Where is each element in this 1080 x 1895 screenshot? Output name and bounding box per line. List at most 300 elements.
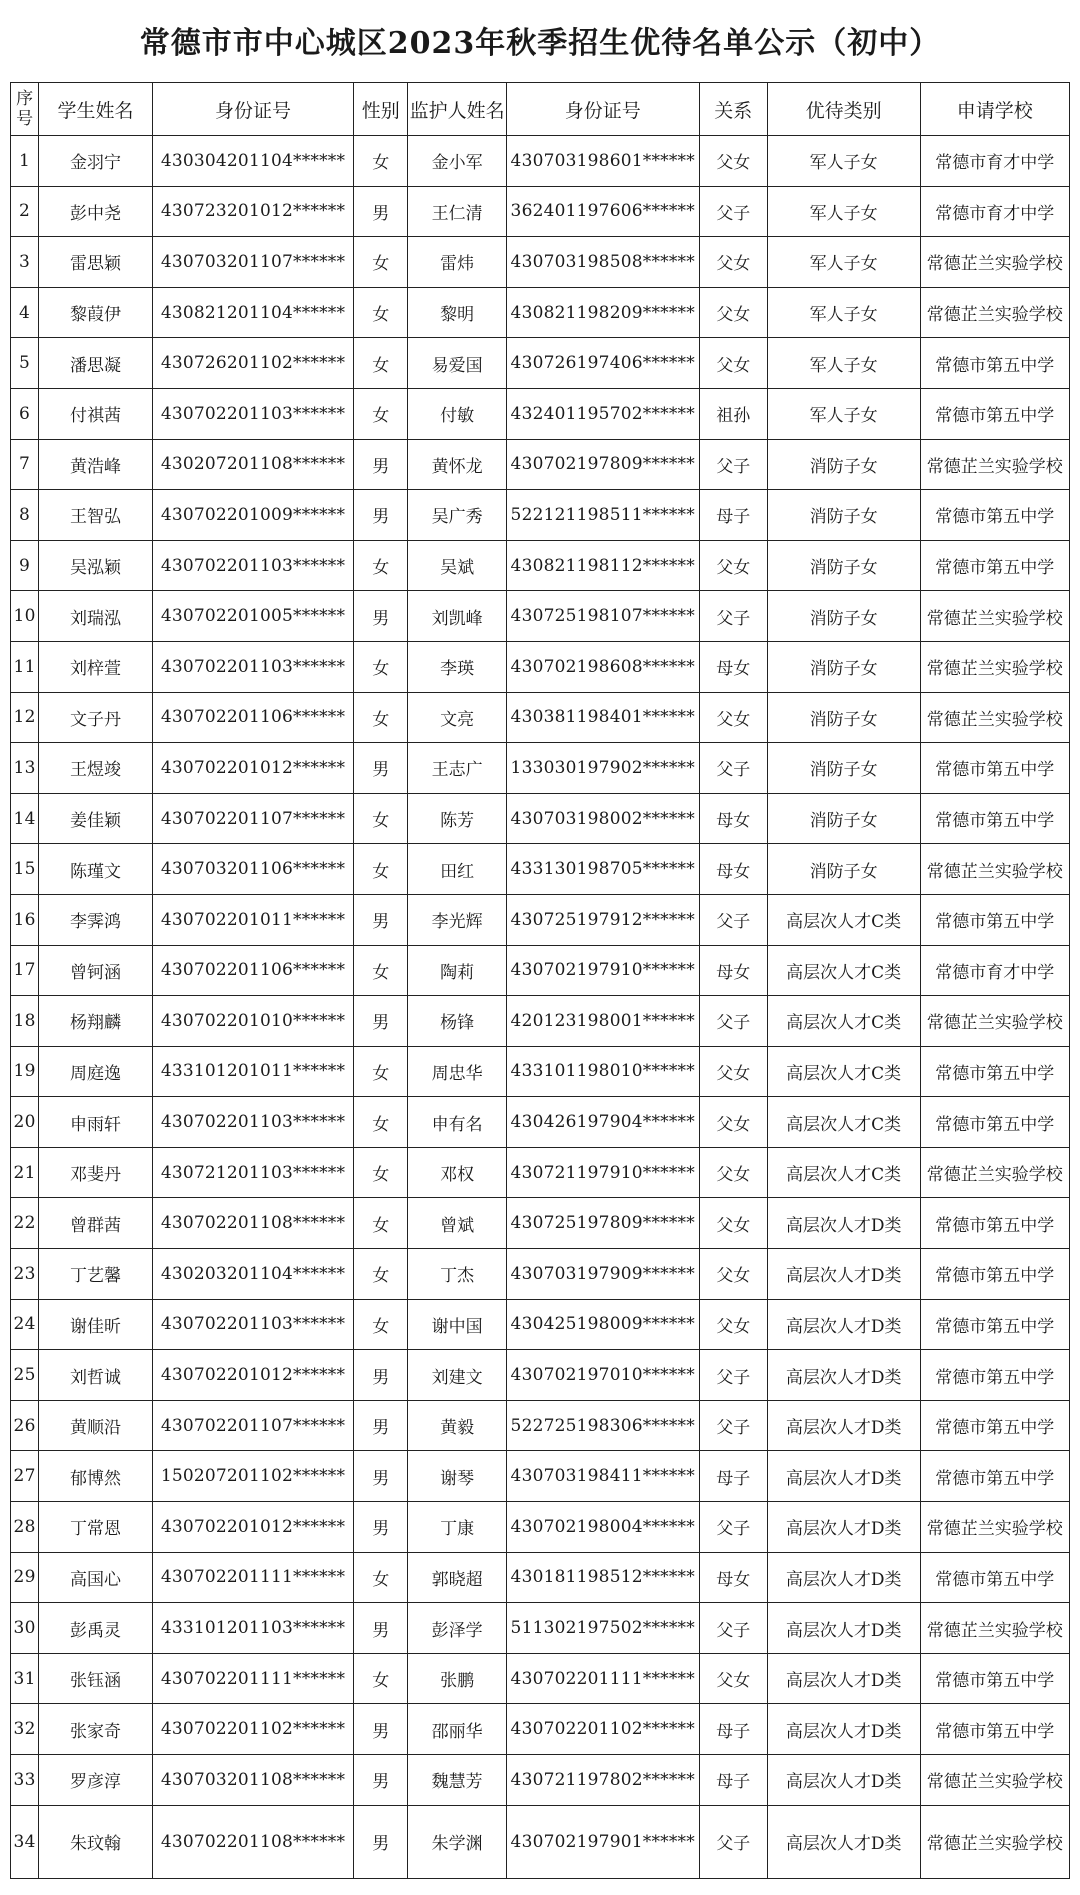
table-row bbox=[11, 338, 1070, 389]
relation-cell: 父女 bbox=[699, 1147, 767, 1198]
student-name-cell: 周庭逸 bbox=[39, 1046, 153, 1097]
student-name-cell: 刘梓萱 bbox=[39, 641, 153, 692]
category-cell: 军人子女 bbox=[767, 287, 920, 338]
seq-cell: 4 bbox=[11, 287, 39, 338]
school-cell: 常德芷兰实验学校 bbox=[920, 1805, 1070, 1878]
seq-cell: 13 bbox=[11, 743, 39, 794]
guardian-name-cell: 王仁清 bbox=[408, 186, 507, 237]
category-cell: 高层次人才D类 bbox=[767, 1299, 920, 1350]
table-row bbox=[11, 237, 1070, 288]
table-row bbox=[11, 136, 1070, 187]
category-cell: 高层次人才C类 bbox=[767, 1097, 920, 1148]
student-id-cell: 430207201108****** bbox=[152, 439, 353, 490]
category-cell: 军人子女 bbox=[767, 186, 920, 237]
student-name-cell: 曾群茜 bbox=[39, 1198, 153, 1249]
school-cell: 常德芷兰实验学校 bbox=[920, 844, 1070, 895]
relation-cell: 母女 bbox=[699, 945, 767, 996]
school-cell: 常德芷兰实验学校 bbox=[920, 641, 1070, 692]
guardian-id-cell: 430725197912****** bbox=[506, 894, 699, 945]
category-cell: 消防子女 bbox=[767, 591, 920, 642]
guardian-name-cell: 王志广 bbox=[408, 743, 507, 794]
seq-cell: 5 bbox=[11, 338, 39, 389]
gender-cell: 女 bbox=[354, 136, 408, 187]
guardian-name-cell: 邓权 bbox=[408, 1147, 507, 1198]
student-id-cell: 430702201103****** bbox=[152, 641, 353, 692]
student-name-cell: 郁博然 bbox=[39, 1451, 153, 1502]
guardian-name-cell: 陶莉 bbox=[408, 945, 507, 996]
guardian-name-cell: 文亮 bbox=[408, 692, 507, 743]
seq-cell: 12 bbox=[11, 692, 39, 743]
header-relation: 关系 bbox=[699, 83, 767, 136]
student-id-cell: 430702201107****** bbox=[152, 793, 353, 844]
relation-cell: 母女 bbox=[699, 844, 767, 895]
seq-cell: 9 bbox=[11, 540, 39, 591]
guardian-id-cell: 430703197909****** bbox=[506, 1249, 699, 1300]
relation-cell: 父女 bbox=[699, 1046, 767, 1097]
school-cell: 常德市第五中学 bbox=[920, 1097, 1070, 1148]
table-row bbox=[11, 591, 1070, 642]
gender-cell: 男 bbox=[354, 894, 408, 945]
guardian-id-cell: 430702198004****** bbox=[506, 1502, 699, 1553]
relation-cell: 父女 bbox=[699, 287, 767, 338]
guardian-id-cell: 430821198209****** bbox=[506, 287, 699, 338]
school-cell: 常德芷兰实验学校 bbox=[920, 287, 1070, 338]
table-body bbox=[11, 136, 1070, 1879]
school-cell: 常德市第五中学 bbox=[920, 388, 1070, 439]
student-id-cell: 430703201107****** bbox=[152, 237, 353, 288]
student-name-cell: 杨翔麟 bbox=[39, 996, 153, 1047]
category-cell: 高层次人才D类 bbox=[767, 1552, 920, 1603]
guardian-name-cell: 田红 bbox=[408, 844, 507, 895]
table-row bbox=[11, 186, 1070, 237]
relation-cell: 父子 bbox=[699, 894, 767, 945]
student-name-cell: 张钰涵 bbox=[39, 1653, 153, 1704]
guardian-id-cell: 430725197809****** bbox=[506, 1198, 699, 1249]
table-row bbox=[11, 1350, 1070, 1401]
gender-cell: 女 bbox=[354, 793, 408, 844]
guardian-name-cell: 谢中国 bbox=[408, 1299, 507, 1350]
relation-cell: 父女 bbox=[699, 237, 767, 288]
seq-cell: 16 bbox=[11, 894, 39, 945]
category-cell: 高层次人才C类 bbox=[767, 1046, 920, 1097]
student-name-cell: 丁艺馨 bbox=[39, 1249, 153, 1300]
guardian-id-cell: 430426197904****** bbox=[506, 1097, 699, 1148]
student-id-cell: 430702201111****** bbox=[152, 1552, 353, 1603]
gender-cell: 男 bbox=[354, 1755, 408, 1806]
student-id-cell: 433101201011****** bbox=[152, 1046, 353, 1097]
guardian-id-cell: 430702197910****** bbox=[506, 945, 699, 996]
category-cell: 消防子女 bbox=[767, 793, 920, 844]
guardian-id-cell: 430703198002****** bbox=[506, 793, 699, 844]
guardian-id-cell: 430181198512****** bbox=[506, 1552, 699, 1603]
student-name-cell: 谢佳昕 bbox=[39, 1299, 153, 1350]
guardian-id-cell: 430703198601****** bbox=[506, 136, 699, 187]
school-cell: 常德市第五中学 bbox=[920, 1198, 1070, 1249]
seq-cell: 2 bbox=[11, 186, 39, 237]
seq-cell: 31 bbox=[11, 1653, 39, 1704]
student-id-cell: 430702201111****** bbox=[152, 1653, 353, 1704]
seq-cell: 33 bbox=[11, 1755, 39, 1806]
student-name-cell: 申雨轩 bbox=[39, 1097, 153, 1148]
relation-cell: 父子 bbox=[699, 186, 767, 237]
guardian-id-cell: 511302197502****** bbox=[506, 1603, 699, 1654]
guardian-name-cell: 易爱国 bbox=[408, 338, 507, 389]
student-name-cell: 吴泓颖 bbox=[39, 540, 153, 591]
table-row bbox=[11, 1805, 1070, 1878]
school-cell: 常德市第五中学 bbox=[920, 490, 1070, 541]
gender-cell: 女 bbox=[354, 388, 408, 439]
school-cell: 常德市第五中学 bbox=[920, 1299, 1070, 1350]
relation-cell: 祖孙 bbox=[699, 388, 767, 439]
relation-cell: 父女 bbox=[699, 540, 767, 591]
guardian-id-cell: 430726197406****** bbox=[506, 338, 699, 389]
category-cell: 高层次人才D类 bbox=[767, 1451, 920, 1502]
student-name-cell: 王煜竣 bbox=[39, 743, 153, 794]
school-cell: 常德市育才中学 bbox=[920, 945, 1070, 996]
seq-cell: 14 bbox=[11, 793, 39, 844]
table-header-row bbox=[11, 83, 1070, 136]
table-row bbox=[11, 1249, 1070, 1300]
student-name-cell: 刘瑞泓 bbox=[39, 591, 153, 642]
student-id-cell: 430203201104****** bbox=[152, 1249, 353, 1300]
school-cell: 常德市第五中学 bbox=[920, 743, 1070, 794]
category-cell: 高层次人才D类 bbox=[767, 1755, 920, 1806]
school-cell: 常德芷兰实验学校 bbox=[920, 996, 1070, 1047]
seq-cell: 17 bbox=[11, 945, 39, 996]
table-row bbox=[11, 1299, 1070, 1350]
gender-cell: 男 bbox=[354, 186, 408, 237]
gender-cell: 女 bbox=[354, 641, 408, 692]
guardian-id-cell: 430725198107****** bbox=[506, 591, 699, 642]
student-id-cell: 430726201102****** bbox=[152, 338, 353, 389]
student-name-cell: 姜佳颖 bbox=[39, 793, 153, 844]
seq-cell: 24 bbox=[11, 1299, 39, 1350]
seq-cell: 8 bbox=[11, 490, 39, 541]
gender-cell: 男 bbox=[354, 1350, 408, 1401]
gender-cell: 男 bbox=[354, 1603, 408, 1654]
guardian-id-cell: 433130198705****** bbox=[506, 844, 699, 895]
table-row bbox=[11, 996, 1070, 1047]
student-id-cell: 430702201009****** bbox=[152, 490, 353, 541]
gender-cell: 女 bbox=[354, 945, 408, 996]
school-cell: 常德市第五中学 bbox=[920, 894, 1070, 945]
seq-cell: 19 bbox=[11, 1046, 39, 1097]
student-name-cell: 金羽宁 bbox=[39, 136, 153, 187]
student-name-cell: 付祺茜 bbox=[39, 388, 153, 439]
seq-cell: 18 bbox=[11, 996, 39, 1047]
relation-cell: 父女 bbox=[699, 692, 767, 743]
guardian-id-cell: 430702197809****** bbox=[506, 439, 699, 490]
gender-cell: 男 bbox=[354, 591, 408, 642]
guardian-name-cell: 刘凯峰 bbox=[408, 591, 507, 642]
table-row bbox=[11, 1147, 1070, 1198]
table-row bbox=[11, 1400, 1070, 1451]
table-row bbox=[11, 540, 1070, 591]
gender-cell: 女 bbox=[354, 287, 408, 338]
guardian-name-cell: 周忠华 bbox=[408, 1046, 507, 1097]
category-cell: 高层次人才D类 bbox=[767, 1198, 920, 1249]
admission-list-table bbox=[10, 82, 1070, 1879]
category-cell: 消防子女 bbox=[767, 844, 920, 895]
table-row bbox=[11, 1097, 1070, 1148]
student-name-cell: 朱玟翰 bbox=[39, 1805, 153, 1878]
category-cell: 高层次人才C类 bbox=[767, 894, 920, 945]
category-cell: 高层次人才D类 bbox=[767, 1603, 920, 1654]
student-name-cell: 陈瑾文 bbox=[39, 844, 153, 895]
category-cell: 高层次人才C类 bbox=[767, 1147, 920, 1198]
seq-cell: 23 bbox=[11, 1249, 39, 1300]
student-id-cell: 430723201012****** bbox=[152, 186, 353, 237]
student-id-cell: 430702201005****** bbox=[152, 591, 353, 642]
table-row bbox=[11, 1198, 1070, 1249]
guardian-name-cell: 李光辉 bbox=[408, 894, 507, 945]
student-id-cell: 430702201108****** bbox=[152, 1805, 353, 1878]
guardian-id-cell: 430821198112****** bbox=[506, 540, 699, 591]
guardian-name-cell: 金小军 bbox=[408, 136, 507, 187]
category-cell: 高层次人才D类 bbox=[767, 1400, 920, 1451]
guardian-id-cell: 430381198401****** bbox=[506, 692, 699, 743]
school-cell: 常德市第五中学 bbox=[920, 793, 1070, 844]
student-name-cell: 彭中尧 bbox=[39, 186, 153, 237]
school-cell: 常德市第五中学 bbox=[920, 540, 1070, 591]
school-cell: 常德市第五中学 bbox=[920, 1046, 1070, 1097]
seq-cell: 34 bbox=[11, 1805, 39, 1878]
student-name-cell: 潘思凝 bbox=[39, 338, 153, 389]
school-cell: 常德市第五中学 bbox=[920, 338, 1070, 389]
school-cell: 常德市第五中学 bbox=[920, 1653, 1070, 1704]
category-cell: 消防子女 bbox=[767, 641, 920, 692]
relation-cell: 母子 bbox=[699, 1451, 767, 1502]
student-name-cell: 曾钶涵 bbox=[39, 945, 153, 996]
gender-cell: 男 bbox=[354, 1704, 408, 1755]
gender-cell: 男 bbox=[354, 490, 408, 541]
guardian-id-cell: 432401195702****** bbox=[506, 388, 699, 439]
seq-cell: 21 bbox=[11, 1147, 39, 1198]
category-cell: 消防子女 bbox=[767, 540, 920, 591]
gender-cell: 男 bbox=[354, 1805, 408, 1878]
student-name-cell: 高国心 bbox=[39, 1552, 153, 1603]
school-cell: 常德市第五中学 bbox=[920, 1552, 1070, 1603]
student-id-cell: 430702201103****** bbox=[152, 1097, 353, 1148]
student-name-cell: 李霁鸿 bbox=[39, 894, 153, 945]
seq-cell: 29 bbox=[11, 1552, 39, 1603]
relation-cell: 父女 bbox=[699, 338, 767, 389]
guardian-name-cell: 杨锋 bbox=[408, 996, 507, 1047]
school-cell: 常德市第五中学 bbox=[920, 1249, 1070, 1300]
school-cell: 常德芷兰实验学校 bbox=[920, 1502, 1070, 1553]
student-id-cell: 430703201106****** bbox=[152, 844, 353, 895]
category-cell: 高层次人才C类 bbox=[767, 945, 920, 996]
guardian-id-cell: 362401197606****** bbox=[506, 186, 699, 237]
student-name-cell: 雷思颖 bbox=[39, 237, 153, 288]
guardian-name-cell: 李瑛 bbox=[408, 641, 507, 692]
guardian-name-cell: 陈芳 bbox=[408, 793, 507, 844]
guardian-id-cell: 430702197901****** bbox=[506, 1805, 699, 1878]
seq-cell: 1 bbox=[11, 136, 39, 187]
guardian-name-cell: 张鹏 bbox=[408, 1653, 507, 1704]
school-cell: 常德市育才中学 bbox=[920, 186, 1070, 237]
relation-cell: 父子 bbox=[699, 743, 767, 794]
relation-cell: 母子 bbox=[699, 1755, 767, 1806]
gender-cell: 女 bbox=[354, 1198, 408, 1249]
guardian-id-cell: 430721197910****** bbox=[506, 1147, 699, 1198]
table-row bbox=[11, 1704, 1070, 1755]
table-row bbox=[11, 1046, 1070, 1097]
category-cell: 消防子女 bbox=[767, 743, 920, 794]
school-cell: 常德芷兰实验学校 bbox=[920, 237, 1070, 288]
student-id-cell: 430702201107****** bbox=[152, 1400, 353, 1451]
seq-cell: 30 bbox=[11, 1603, 39, 1654]
student-name-cell: 黄浩峰 bbox=[39, 439, 153, 490]
gender-cell: 男 bbox=[354, 1502, 408, 1553]
guardian-name-cell: 雷炜 bbox=[408, 237, 507, 288]
category-cell: 高层次人才D类 bbox=[767, 1350, 920, 1401]
relation-cell: 父女 bbox=[699, 1249, 767, 1300]
table-row bbox=[11, 388, 1070, 439]
guardian-name-cell: 郭晓超 bbox=[408, 1552, 507, 1603]
category-cell: 消防子女 bbox=[767, 692, 920, 743]
school-cell: 常德芷兰实验学校 bbox=[920, 591, 1070, 642]
guardian-name-cell: 朱学渊 bbox=[408, 1805, 507, 1878]
school-cell: 常德市第五中学 bbox=[920, 1451, 1070, 1502]
relation-cell: 母女 bbox=[699, 1552, 767, 1603]
header-student-id: 身份证号 bbox=[152, 83, 353, 136]
table-row bbox=[11, 945, 1070, 996]
table-row bbox=[11, 439, 1070, 490]
school-cell: 常德市第五中学 bbox=[920, 1350, 1070, 1401]
category-cell: 军人子女 bbox=[767, 388, 920, 439]
table-row bbox=[11, 1552, 1070, 1603]
guardian-name-cell: 吴斌 bbox=[408, 540, 507, 591]
student-name-cell: 黄顺沿 bbox=[39, 1400, 153, 1451]
header-seq: 序号 bbox=[11, 83, 39, 136]
table-row bbox=[11, 793, 1070, 844]
header-category: 优待类别 bbox=[767, 83, 920, 136]
seq-cell: 11 bbox=[11, 641, 39, 692]
student-id-cell: 430702201011****** bbox=[152, 894, 353, 945]
guardian-name-cell: 魏慧芳 bbox=[408, 1755, 507, 1806]
table-row bbox=[11, 1603, 1070, 1654]
guardian-id-cell: 133030197902****** bbox=[506, 743, 699, 794]
school-cell: 常德芷兰实验学校 bbox=[920, 692, 1070, 743]
gender-cell: 女 bbox=[354, 540, 408, 591]
category-cell: 军人子女 bbox=[767, 338, 920, 389]
guardian-name-cell: 刘建文 bbox=[408, 1350, 507, 1401]
table-row bbox=[11, 287, 1070, 338]
guardian-name-cell: 谢琴 bbox=[408, 1451, 507, 1502]
student-name-cell: 丁常恩 bbox=[39, 1502, 153, 1553]
gender-cell: 男 bbox=[354, 1400, 408, 1451]
seq-cell: 22 bbox=[11, 1198, 39, 1249]
relation-cell: 父女 bbox=[699, 1653, 767, 1704]
student-id-cell: 430702201102****** bbox=[152, 1704, 353, 1755]
gender-cell: 女 bbox=[354, 1299, 408, 1350]
guardian-name-cell: 付敏 bbox=[408, 388, 507, 439]
gender-cell: 女 bbox=[354, 338, 408, 389]
page-title: 常德市市中心城区2023年秋季招生优待名单公示（初中） bbox=[139, 26, 941, 61]
guardian-id-cell: 433101198010****** bbox=[506, 1046, 699, 1097]
student-name-cell: 彭禹灵 bbox=[39, 1603, 153, 1654]
table-row bbox=[11, 844, 1070, 895]
table-row bbox=[11, 1502, 1070, 1553]
relation-cell: 父子 bbox=[699, 439, 767, 490]
gender-cell: 女 bbox=[354, 1552, 408, 1603]
relation-cell: 母女 bbox=[699, 641, 767, 692]
student-id-cell: 430702201103****** bbox=[152, 1299, 353, 1350]
student-id-cell: 430702201103****** bbox=[152, 388, 353, 439]
relation-cell: 母女 bbox=[699, 793, 767, 844]
guardian-id-cell: 430425198009****** bbox=[506, 1299, 699, 1350]
guardian-id-cell: 430703198508****** bbox=[506, 237, 699, 288]
seq-cell: 32 bbox=[11, 1704, 39, 1755]
guardian-name-cell: 彭泽学 bbox=[408, 1603, 507, 1654]
school-cell: 常德市第五中学 bbox=[920, 1400, 1070, 1451]
student-name-cell: 文子丹 bbox=[39, 692, 153, 743]
seq-cell: 26 bbox=[11, 1400, 39, 1451]
table-row bbox=[11, 692, 1070, 743]
category-cell: 高层次人才D类 bbox=[767, 1502, 920, 1553]
student-id-cell: 430702201108****** bbox=[152, 1198, 353, 1249]
relation-cell: 母子 bbox=[699, 1704, 767, 1755]
guardian-id-cell: 420123198001****** bbox=[506, 996, 699, 1047]
guardian-name-cell: 吴广秀 bbox=[408, 490, 507, 541]
gender-cell: 男 bbox=[354, 1451, 408, 1502]
relation-cell: 父子 bbox=[699, 1400, 767, 1451]
category-cell: 高层次人才D类 bbox=[767, 1249, 920, 1300]
student-id-cell: 430702201012****** bbox=[152, 1350, 353, 1401]
header-guardian-name: 监护人姓名 bbox=[408, 83, 507, 136]
header-student-name: 学生姓名 bbox=[39, 83, 153, 136]
student-id-cell: 430702201103****** bbox=[152, 540, 353, 591]
student-name-cell: 刘哲诚 bbox=[39, 1350, 153, 1401]
guardian-name-cell: 邵丽华 bbox=[408, 1704, 507, 1755]
school-cell: 常德市第五中学 bbox=[920, 1704, 1070, 1755]
student-id-cell: 430702201106****** bbox=[152, 692, 353, 743]
guardian-name-cell: 曾斌 bbox=[408, 1198, 507, 1249]
seq-cell: 7 bbox=[11, 439, 39, 490]
relation-cell: 父子 bbox=[699, 1603, 767, 1654]
category-cell: 消防子女 bbox=[767, 439, 920, 490]
header-guardian-id: 身份证号 bbox=[506, 83, 699, 136]
seq-cell: 25 bbox=[11, 1350, 39, 1401]
seq-cell: 10 bbox=[11, 591, 39, 642]
seq-cell: 6 bbox=[11, 388, 39, 439]
guardian-id-cell: 430702198608****** bbox=[506, 641, 699, 692]
student-name-cell: 罗彦淳 bbox=[39, 1755, 153, 1806]
seq-cell: 28 bbox=[11, 1502, 39, 1553]
gender-cell: 男 bbox=[354, 439, 408, 490]
seq-cell: 3 bbox=[11, 237, 39, 288]
student-name-cell: 王智弘 bbox=[39, 490, 153, 541]
guardian-id-cell: 522725198306****** bbox=[506, 1400, 699, 1451]
category-cell: 军人子女 bbox=[767, 136, 920, 187]
guardian-name-cell: 黄毅 bbox=[408, 1400, 507, 1451]
student-name-cell: 邓斐丹 bbox=[39, 1147, 153, 1198]
guardian-id-cell: 430721197802****** bbox=[506, 1755, 699, 1806]
relation-cell: 父子 bbox=[699, 1350, 767, 1401]
table-row bbox=[11, 1755, 1070, 1806]
table-row bbox=[11, 641, 1070, 692]
student-id-cell: 430821201104****** bbox=[152, 287, 353, 338]
gender-cell: 男 bbox=[354, 996, 408, 1047]
guardian-id-cell: 430703198411****** bbox=[506, 1451, 699, 1502]
gender-cell: 女 bbox=[354, 692, 408, 743]
gender-cell: 女 bbox=[354, 1097, 408, 1148]
relation-cell: 父女 bbox=[699, 136, 767, 187]
relation-cell: 父女 bbox=[699, 1097, 767, 1148]
gender-cell: 女 bbox=[354, 1046, 408, 1097]
seq-cell: 15 bbox=[11, 844, 39, 895]
